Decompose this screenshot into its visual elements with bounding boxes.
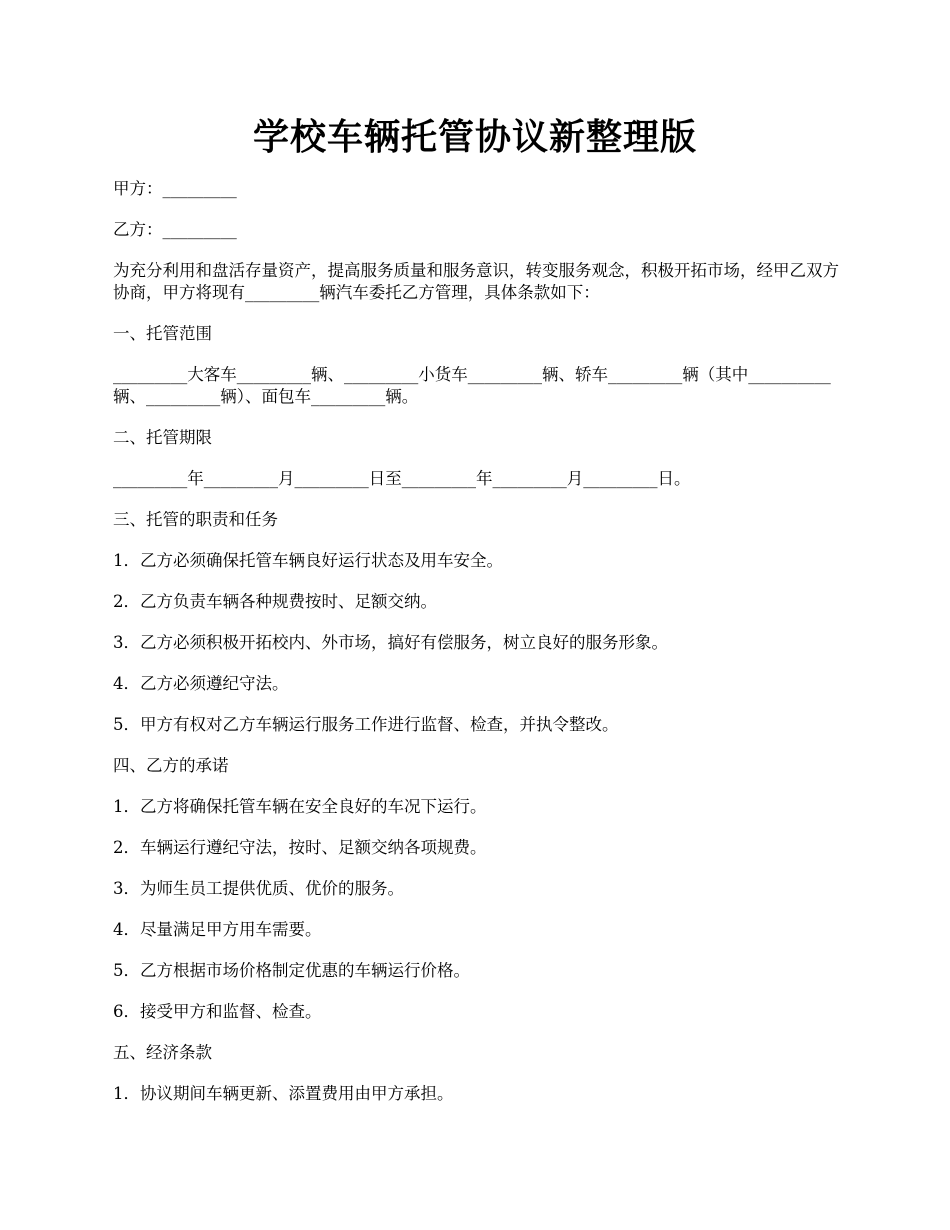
section-heading: 三、托管的职责和任务 xyxy=(113,510,278,529)
section-heading: 二、托管期限 xyxy=(113,428,212,447)
party-a-line: 甲方：_________ xyxy=(113,179,237,198)
list-item: 3．为师生员工提供优质、优价的服务。 xyxy=(113,879,404,898)
list-item: 2．乙方负责车辆各种规费按时、足额交纳。 xyxy=(113,592,437,611)
intro-paragraph: 为充分利用和盘活存量资产，提高服务质量和服务意识，转变服务观念，积极开拓市场，经甲乙双方协商，甲方将现有_________辆汽车委托乙方管理，具体条款如下： xyxy=(113,261,839,302)
list-item: 3．乙方必须积极开拓校内、外市场，搞好有偿服务，树立良好的服务形象。 xyxy=(113,633,668,652)
section-heading: 四、乙方的承诺 xyxy=(113,756,229,775)
list-item: 1．乙方必须确保托管车辆良好运行状态及用车安全。 xyxy=(113,551,503,570)
section-paragraph: _________年_________月_________日至_________年_________月_________日。 xyxy=(113,469,691,488)
section-paragraph: _________大客车_________辆、_________小货车_________辆、轿车_________辆（其中__________辆、_________辆）、面包车_________辆。 xyxy=(113,365,831,406)
section-heading: 五、经济条款 xyxy=(113,1043,212,1062)
list-item: 5．乙方根据市场价格制定优惠的车辆运行价格。 xyxy=(113,961,470,980)
list-item: 1．协议期间车辆更新、添置费用由甲方承担。 xyxy=(113,1084,454,1103)
list-item: 6．接受甲方和监督、检查。 xyxy=(113,1002,322,1021)
document-body xyxy=(113,178,843,1124)
party-b-line: 乙方：_________ xyxy=(113,220,237,239)
list-item: 1．乙方将确保托管车辆在安全良好的车况下运行。 xyxy=(113,797,487,816)
list-item: 2．车辆运行遵纪守法，按时、足额交纳各项规费。 xyxy=(113,838,487,857)
section-heading: 一、托管范围 xyxy=(113,324,212,343)
list-item: 5．甲方有权对乙方车辆运行服务工作进行监督、检查，并执令整改。 xyxy=(113,715,619,734)
list-item: 4．乙方必须遵纪守法。 xyxy=(113,674,289,693)
list-item: 4．尽量满足甲方用车需要。 xyxy=(113,920,322,939)
document-title: 学校车辆托管协议新整理版 xyxy=(252,116,697,158)
